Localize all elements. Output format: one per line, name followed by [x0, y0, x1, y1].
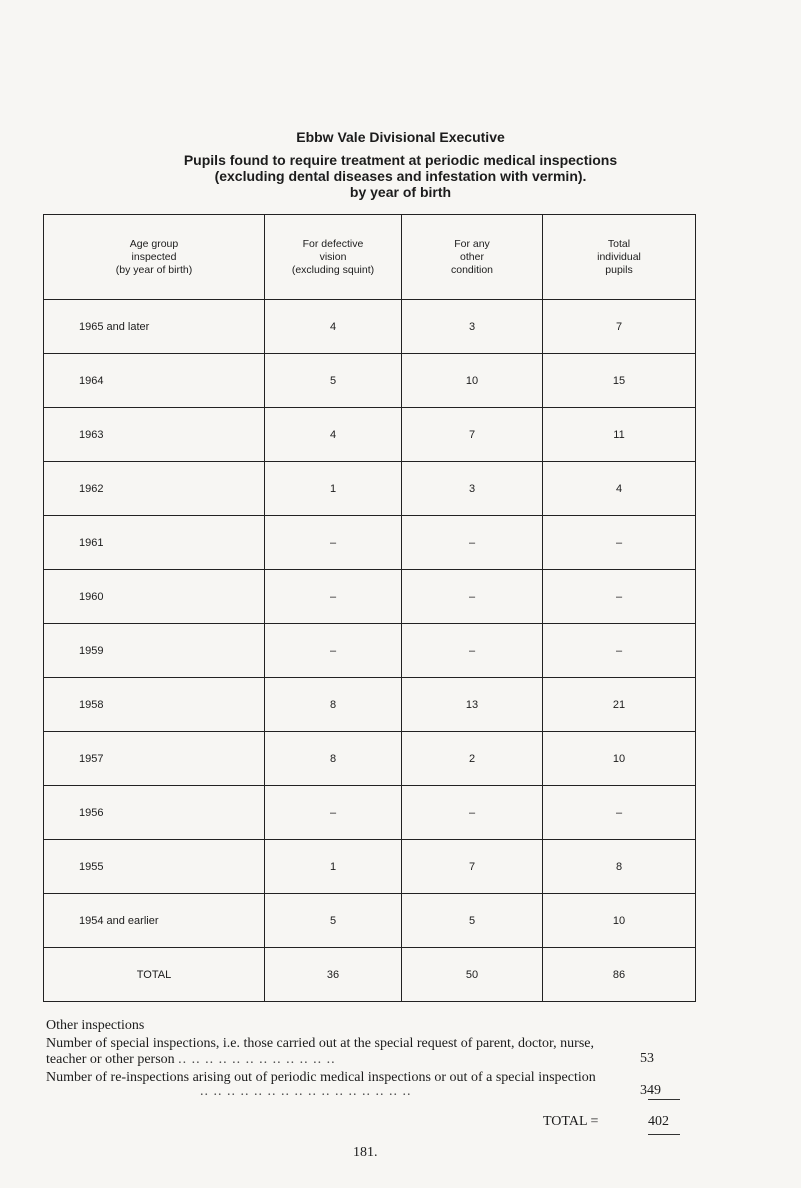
table-row	[44, 354, 696, 408]
table-cell: 4	[265, 408, 402, 462]
table-row	[44, 300, 696, 354]
table-row	[44, 570, 696, 624]
table-cell: 5	[265, 354, 402, 408]
column-header-defective-vision	[265, 215, 402, 300]
row-label-cell: 1956	[44, 786, 265, 840]
table-row	[44, 678, 696, 732]
table-cell: 8	[265, 732, 402, 786]
table-cell: 10	[543, 894, 696, 948]
table-cell: 4	[265, 300, 402, 354]
table-cell: 13	[402, 678, 543, 732]
total-value: 402	[648, 1114, 669, 1129]
header-text: (excluding squint)	[291, 263, 375, 276]
header-text: vision	[319, 250, 347, 263]
document-subtitle-line3: by year of birth	[349, 184, 452, 200]
column-header-age-group	[44, 215, 265, 300]
table-cell: 36	[265, 948, 402, 1002]
table-cell: 3	[402, 462, 543, 516]
table-row	[44, 732, 696, 786]
table-cell: 5	[402, 894, 543, 948]
table-cell: 7	[402, 840, 543, 894]
table-cell: –	[543, 624, 696, 678]
table-cell: –	[265, 624, 402, 678]
header-text: pupils	[605, 263, 633, 276]
total-rule-bottom	[648, 1134, 680, 1135]
header-text: inspected	[131, 250, 177, 263]
page-number: 181.	[353, 1145, 378, 1160]
table-cell: 7	[402, 408, 543, 462]
table-cell: 10	[543, 732, 696, 786]
row-label-cell: TOTAL	[44, 948, 265, 1002]
document-title: Ebbw Vale Divisional Executive	[296, 129, 505, 145]
header-text: condition	[450, 263, 494, 276]
table-cell: 3	[402, 300, 543, 354]
table-cell: –	[402, 570, 543, 624]
header-text: other	[460, 250, 484, 263]
column-header-other-condition	[402, 215, 543, 300]
reinspections-value: 349	[640, 1083, 661, 1098]
row-label-cell: 1957	[44, 732, 265, 786]
document-subtitle-line1: Pupils found to require treatment at periodic medical inspections	[183, 152, 618, 168]
row-label-cell: 1961	[44, 516, 265, 570]
document-subtitle-line2: (excluding dental diseases and infestation with vermin).	[214, 168, 587, 184]
header-text: For any	[454, 237, 490, 250]
table-row	[44, 894, 696, 948]
table-cell: –	[402, 786, 543, 840]
header-text: (by year of birth)	[115, 263, 193, 276]
table-cell: 7	[543, 300, 696, 354]
table-cell: –	[265, 570, 402, 624]
header-text: Age group	[129, 237, 179, 250]
header-text: For defective	[302, 237, 364, 250]
row-label-cell: 1958	[44, 678, 265, 732]
table-cell: 21	[543, 678, 696, 732]
table-cell: 86	[543, 948, 696, 1002]
table-cell: –	[265, 516, 402, 570]
total-rule-top	[648, 1099, 680, 1100]
total-row	[44, 948, 696, 1002]
table-cell: –	[543, 570, 696, 624]
row-label-cell: 1955	[44, 840, 265, 894]
table-row	[44, 786, 696, 840]
table-cell: 5	[265, 894, 402, 948]
table-row	[44, 408, 696, 462]
column-header-total-pupils	[543, 215, 696, 300]
table-cell: 50	[402, 948, 543, 1002]
table-row	[44, 516, 696, 570]
table-cell: 2	[402, 732, 543, 786]
table-row	[44, 840, 696, 894]
table-cell: –	[265, 786, 402, 840]
row-label-cell: 1960	[44, 570, 265, 624]
treatment-table	[43, 214, 696, 1002]
table-cell: 1	[265, 840, 402, 894]
table-cell: 8	[265, 678, 402, 732]
table-row	[44, 624, 696, 678]
table-cell: 11	[543, 408, 696, 462]
row-label-cell: 1954 and earlier	[44, 894, 265, 948]
table-row	[44, 462, 696, 516]
reinspections-line: Number of re-inspections arising out of periodic medical inspections or out of a special inspection	[46, 1070, 596, 1085]
table-cell: –	[402, 516, 543, 570]
table-cell: –	[402, 624, 543, 678]
special-inspections-value: 53	[640, 1051, 654, 1066]
table-cell: 10	[402, 354, 543, 408]
row-label-cell: 1959	[44, 624, 265, 678]
table-cell: 15	[543, 354, 696, 408]
table-cell: –	[543, 786, 696, 840]
row-label-cell: 1963	[44, 408, 265, 462]
table-cell: –	[543, 516, 696, 570]
special-inspections-line1: Number of special inspections, i.e. those carried out at the special request of parent, doctor, nurse,	[46, 1036, 594, 1051]
special-inspections-text: teacher or other person	[46, 1052, 175, 1067]
row-label-cell: 1962	[44, 462, 265, 516]
table-header-row	[44, 215, 696, 300]
table-cell: 1	[265, 462, 402, 516]
row-label-cell: 1965 and later	[44, 300, 265, 354]
other-inspections-heading: Other inspections	[46, 1018, 145, 1033]
special-inspections-line2: teacher or other person .. .. .. .. .. .. .. .. .. .. .. ..	[46, 1052, 336, 1067]
leader-dots: .. .. .. .. .. .. .. .. .. .. .. .. .. .. .. ..	[200, 1084, 412, 1099]
total-label: TOTAL =	[543, 1114, 599, 1129]
table-cell: 4	[543, 462, 696, 516]
row-label-cell: 1964	[44, 354, 265, 408]
header-text: Total	[607, 237, 631, 250]
table-cell: 8	[543, 840, 696, 894]
header-text: individual	[597, 250, 641, 263]
